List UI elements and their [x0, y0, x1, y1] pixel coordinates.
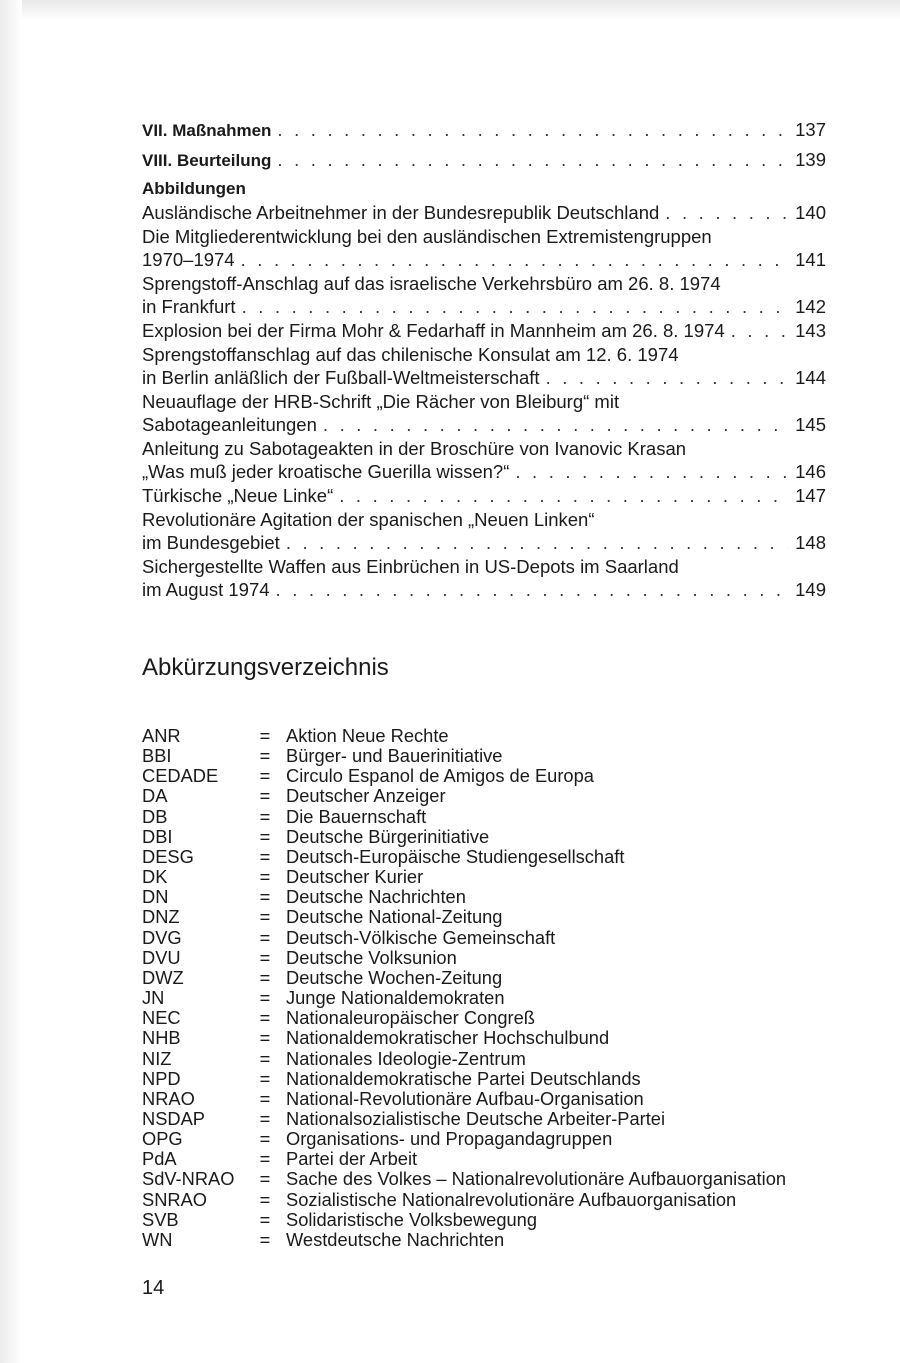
- figures-list: [142, 201, 826, 601]
- toc-figure-entry: [142, 201, 826, 224]
- equals-sign: =: [259, 1208, 271, 1230]
- abbreviation-row: [142, 726, 842, 746]
- equals-sign: =: [259, 866, 271, 888]
- dot-leader: [665, 201, 788, 224]
- dot-leader: [276, 578, 788, 601]
- toc-entry-title: Sabotageanleitungen: [142, 414, 317, 435]
- abbreviation-meaning: Bürger- und Bauerinitiative: [286, 745, 503, 767]
- dot-leader: [242, 295, 788, 318]
- equals-sign: =: [259, 1107, 271, 1129]
- abbreviation-row: [142, 847, 842, 867]
- abbreviation-row: [142, 988, 842, 1008]
- abbreviation-meaning: Westdeutsche Nachrichten: [286, 1228, 505, 1250]
- equals-sign: =: [259, 1168, 271, 1190]
- toc-entry-title: VII. Maßnahmen: [142, 121, 272, 140]
- abbreviation: DK: [142, 866, 168, 888]
- abbreviation: DN: [142, 886, 169, 908]
- equals-sign: =: [259, 886, 271, 908]
- figures-heading: Abbildungen: [142, 179, 246, 198]
- abbreviation-meaning: National-Revolutionäre Aufbau-Organisation: [286, 1087, 644, 1109]
- abbreviation-row: [142, 1049, 842, 1069]
- abbreviation-row: [142, 1190, 842, 1210]
- toc-figure-entry: [142, 437, 826, 483]
- abbreviation-meaning: Solidaristische Volksbewegung: [286, 1208, 538, 1230]
- dot-leader: [515, 460, 788, 483]
- equals-sign: =: [259, 785, 271, 807]
- abbreviation: DA: [142, 785, 168, 807]
- equals-sign: =: [259, 966, 271, 988]
- abbreviation-meaning: Deutscher Anzeiger: [286, 785, 446, 807]
- toc-entry-title-line: Sprengstoff-Anschlag auf das israelische Verkehrsbüro am 26. 8. 1974: [142, 273, 721, 294]
- equals-sign: =: [259, 765, 271, 787]
- abbreviation-meaning: Circulo Espanol de Amigos de Europa: [286, 765, 594, 787]
- toc-entry-title: 1970–1974: [142, 249, 235, 270]
- abbreviation: NHB: [142, 1027, 181, 1049]
- abbreviation: SVB: [142, 1208, 179, 1230]
- abbreviation-meaning: Organisations- und Propagandagruppen: [286, 1128, 613, 1150]
- equals-sign: =: [259, 825, 271, 847]
- page-top-edge: [0, 0, 900, 20]
- abbreviation-row: [142, 766, 842, 786]
- toc-figure-entry: [142, 343, 826, 389]
- toc-entry-title: im Bundesgebiet: [142, 532, 280, 553]
- equals-sign: =: [259, 1128, 271, 1150]
- abbreviation: WN: [142, 1228, 173, 1250]
- abbreviation: DB: [142, 805, 168, 827]
- abbreviation-meaning: Aktion Neue Rechte: [286, 725, 449, 746]
- abbreviation-row: [142, 1149, 842, 1169]
- toc-entry-title-line: Sichergestellte Waffen aus Einbrüchen in US-Depots im Saarland: [142, 556, 679, 577]
- toc-entry-title-line: Sprengstoffanschlag auf das chilenische Konsulat am 12. 6. 1974: [142, 344, 679, 365]
- abbreviation-row: [142, 1169, 842, 1189]
- abbreviation-row: [142, 827, 842, 847]
- abbreviation-meaning: Die Bauernschaft: [286, 805, 427, 827]
- toc-entry-section-8: [142, 148, 826, 172]
- abbreviation: NRAO: [142, 1087, 195, 1109]
- abbreviation-row: [142, 1230, 842, 1250]
- abbreviation: DESG: [142, 845, 194, 867]
- abbreviation: DVG: [142, 926, 182, 948]
- abbreviation-meaning: Deutsche Nachrichten: [286, 886, 466, 908]
- abbreviation: SNRAO: [142, 1188, 208, 1210]
- equals-sign: =: [259, 1027, 271, 1049]
- equals-sign: =: [259, 725, 271, 746]
- abbreviation-meaning: Nationaleuropäischer Congreß: [286, 1007, 535, 1029]
- dot-leader: [546, 366, 788, 389]
- abbreviation-row: [142, 746, 842, 766]
- toc-page-number: 139: [795, 149, 826, 170]
- equals-sign: =: [259, 946, 271, 968]
- toc-entry-title-line: Revolutionäre Agitation der spanischen „Neuen Linken“: [142, 509, 595, 530]
- toc-entry-title: „Was muß jeder kroatische Guerilla wissen?“: [142, 461, 510, 482]
- equals-sign: =: [259, 1047, 271, 1069]
- toc-page-number: 140: [795, 202, 826, 223]
- abbreviation: NPD: [142, 1067, 181, 1089]
- toc-figure-entry: [142, 508, 826, 554]
- abbreviation-meaning: Sache des Volkes – Nationalrevolutionäre Aufbauorganisation: [286, 1168, 787, 1190]
- abbreviation-row: [142, 1129, 842, 1149]
- abbreviation-meaning: Deutsche Volksunion: [286, 946, 457, 968]
- abbreviation-row: [142, 887, 842, 907]
- toc-entry-section-7: [142, 118, 826, 142]
- dot-leader: [731, 319, 788, 342]
- abbreviation: DBI: [142, 825, 173, 847]
- toc-entry-last-line: [142, 484, 826, 507]
- toc-entry-title-line: Neuauflage der HRB-Schrift „Die Rächer von Bleiburg“ mit: [142, 391, 620, 412]
- equals-sign: =: [259, 926, 271, 948]
- abbreviation-row: [142, 1069, 842, 1089]
- toc-page-number: 145: [795, 414, 826, 435]
- toc-entry-last-line: [142, 531, 826, 554]
- abbreviation-row: [142, 1210, 842, 1230]
- equals-sign: =: [259, 805, 271, 827]
- equals-sign: =: [259, 1087, 271, 1109]
- toc-figure-entry: [142, 319, 826, 342]
- dot-leader: [323, 413, 788, 436]
- toc-page-number: 141: [795, 249, 826, 270]
- toc-entry-title: im August 1974: [142, 579, 270, 600]
- toc-entry-title-line: Anleitung zu Sabotageakten in der Broschüre von Ivanovic Krasan: [142, 438, 687, 459]
- abbreviation-meaning: Nationaldemokratische Partei Deutschlands: [286, 1067, 641, 1089]
- toc-page-number: 142: [795, 296, 826, 317]
- abbreviation: SdV-NRAO: [142, 1168, 235, 1190]
- toc-entry-title: Türkische „Neue Linke“: [142, 485, 334, 506]
- toc-page-number: 149: [795, 579, 826, 600]
- toc-entry-title: Explosion bei der Firma Mohr & Fedarhaff in Mannheim am 26. 8. 1974: [142, 320, 725, 341]
- abbreviation-row: [142, 786, 842, 806]
- equals-sign: =: [259, 987, 271, 1009]
- toc-entry-last-line: [142, 248, 826, 271]
- abbreviation: OPG: [142, 1128, 183, 1150]
- toc-entry-title: VIII. Beurteilung: [142, 151, 272, 170]
- toc-entry-last-line: [142, 578, 826, 601]
- abbreviation: ANR: [142, 725, 181, 746]
- toc-figure-entry: [142, 555, 826, 601]
- toc-figure-entry: [142, 272, 826, 318]
- abbreviation: PdA: [142, 1148, 177, 1170]
- toc-page-number: 146: [795, 461, 826, 482]
- equals-sign: =: [259, 906, 271, 928]
- abbreviation-row: [142, 1089, 842, 1109]
- page-number: 14: [142, 1277, 165, 1299]
- abbreviation-row: [142, 1008, 842, 1028]
- abbreviation-row: [142, 867, 842, 887]
- page-left-edge: [0, 0, 22, 1363]
- equals-sign: =: [259, 1228, 271, 1250]
- abbreviation: DNZ: [142, 906, 180, 928]
- abbreviation-meaning: Deutsche Wochen-Zeitung: [286, 966, 503, 988]
- abbreviation-meaning: Nationalsozialistische Deutsche Arbeiter-Partei: [286, 1107, 666, 1129]
- abbreviations-list: [142, 726, 842, 1250]
- equals-sign: =: [259, 845, 271, 867]
- equals-sign: =: [259, 1067, 271, 1089]
- abbreviation: NIZ: [142, 1047, 172, 1069]
- abbreviation-meaning: Deutsch-Völkische Gemeinschaft: [286, 926, 556, 948]
- equals-sign: =: [259, 1007, 271, 1029]
- toc-page-number: 148: [795, 532, 826, 553]
- toc-page-number: 144: [795, 367, 826, 388]
- abbreviation: DVU: [142, 946, 181, 968]
- toc-entry-title-line: Die Mitgliederentwicklung bei den ausländischen Extremistengruppen: [142, 226, 712, 247]
- equals-sign: =: [259, 1188, 271, 1210]
- toc-page-number: 143: [795, 320, 826, 341]
- dot-leader: [277, 118, 788, 141]
- abbreviation-meaning: Sozialistische Nationalrevolutionäre Aufbauorganisation: [286, 1188, 737, 1210]
- abbreviation-meaning: Nationaldemokratischer Hochschulbund: [286, 1027, 610, 1049]
- abbreviation: NEC: [142, 1007, 181, 1029]
- toc-entry-last-line: [142, 366, 826, 389]
- abbreviation-row: [142, 807, 842, 827]
- abbreviation-row: [142, 928, 842, 948]
- abbreviation: NSDAP: [142, 1107, 205, 1129]
- toc-page-number: 137: [795, 119, 826, 140]
- abbreviation-meaning: Deutsch-Europäische Studiengesellschaft: [286, 845, 625, 867]
- dot-leader: [277, 148, 788, 171]
- toc-entry-title: Ausländische Arbeitnehmer in der Bundesrepublik Deutschland: [142, 202, 660, 223]
- abbreviation-meaning: Partei der Arbeit: [286, 1148, 418, 1170]
- abbreviation: CEDADE: [142, 765, 219, 787]
- dot-leader: [286, 531, 788, 554]
- abbreviation-row: [142, 948, 842, 968]
- abbreviations-title: Abkürzungsverzeichnis: [142, 654, 389, 681]
- toc-entry-last-line: [142, 413, 826, 436]
- abbreviation-row: [142, 907, 842, 927]
- abbreviation-row: [142, 1028, 842, 1048]
- toc-entry-last-line: [142, 295, 826, 318]
- abbreviation: DWZ: [142, 966, 184, 988]
- abbreviation-meaning: Nationales Ideologie-Zentrum: [286, 1047, 526, 1069]
- toc-entry-last-line: [142, 201, 826, 224]
- toc-entry-title: in Berlin anläßlich der Fußball-Weltmeisterschaft: [142, 367, 540, 388]
- toc-figure-entry: [142, 484, 826, 507]
- equals-sign: =: [259, 1148, 271, 1170]
- toc-page-number: 147: [795, 485, 826, 506]
- abbreviation: JN: [142, 987, 165, 1009]
- toc-entry-title: in Frankfurt: [142, 296, 236, 317]
- toc-figure-entry: [142, 225, 826, 271]
- toc-figure-entry: [142, 390, 826, 436]
- abbreviation-meaning: Junge Nationaldemokraten: [286, 987, 505, 1009]
- dot-leader: [241, 248, 788, 271]
- abbreviation-meaning: Deutsche National-Zeitung: [286, 906, 503, 928]
- toc-entry-last-line: [142, 460, 826, 483]
- abbreviation-meaning: Deutsche Bürgerinitiative: [286, 825, 490, 847]
- abbreviation: BBI: [142, 745, 172, 767]
- abbreviation-meaning: Deutscher Kurier: [286, 866, 424, 888]
- toc-entry-last-line: [142, 319, 826, 342]
- table-of-contents: [142, 118, 826, 602]
- abbreviation-row: [142, 1109, 842, 1129]
- dot-leader: [339, 484, 788, 507]
- equals-sign: =: [259, 745, 271, 767]
- abbreviation-row: [142, 968, 842, 988]
